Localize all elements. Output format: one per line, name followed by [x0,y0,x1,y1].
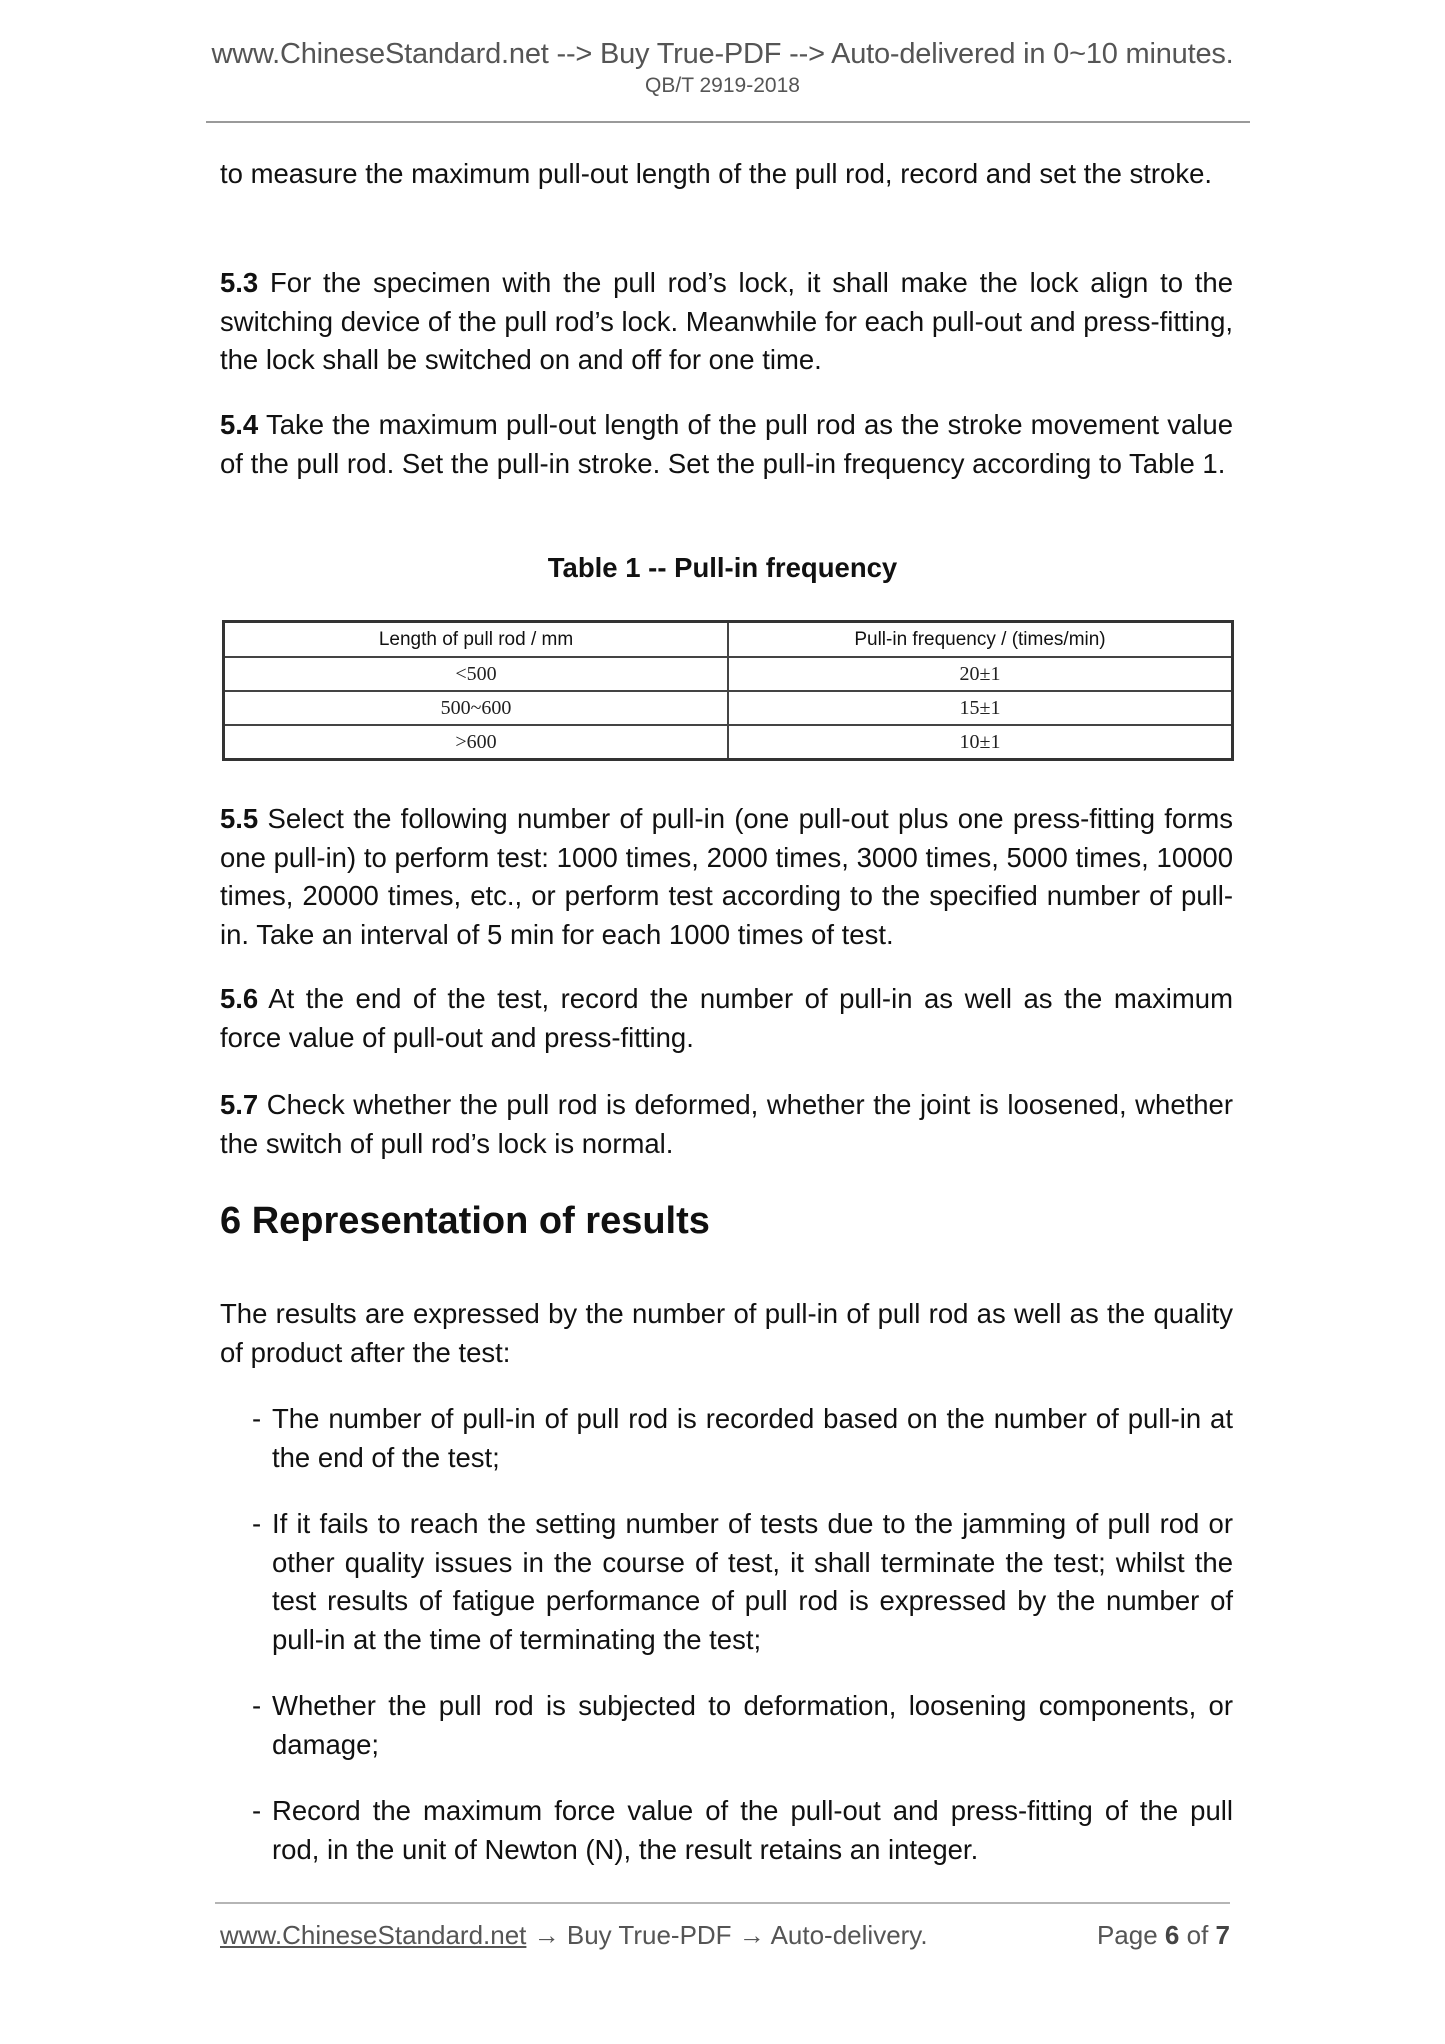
footer-left [220,1920,928,1951]
list-item [252,1687,1233,1764]
intro-paragraph: to measure the maximum pull-out length of the pull rod, record and set the stroke. [220,158,1213,189]
pull-in-frequency-table [222,620,1234,761]
table-cell: 15±1 [728,691,1233,725]
list-item-text: Record the maximum force value of the pull-out and press-fitting of the pull rod, in the unit of Newton (N), the result retains an integer. [272,1795,1233,1865]
table-header-cell: Length of pull rod / mm [224,622,729,658]
clause-text: Select the following number of pull-in (one pull-out plus one press-fitting forms one pull-in) to perform test: 1000 times, 2000 times, 3000 times, 5000 times, 10000 times, 20000 times, etc., or perform test according to the specified number of pull-in. Take an interval of 5 min for each 1000 times of test. [220,803,1234,950]
list-item-text: Whether the pull rod is subjected to deformation, loosening components, or damage; [272,1690,1233,1760]
table-cell: <500 [224,657,729,691]
clause-number: 5.6 [220,983,259,1014]
table-header-cell: Pull-in frequency / (times/min) [728,622,1233,658]
clause-5-3 [220,264,1233,380]
table-cell: >600 [224,725,729,760]
table-row [224,657,1233,691]
clause-5-7 [220,1086,1233,1163]
section-6-heading: 6 Representation of results [220,1200,710,1242]
page-indicator [1097,1920,1230,1951]
list-item [252,1505,1233,1659]
of-label: of [1186,1920,1209,1950]
bullet-dash: - [252,1403,262,1434]
document-id: QB/T 2919-2018 [645,74,800,97]
clause-5-4 [220,406,1233,483]
clause-text: For the specimen with the pull rod’s lock, it shall make the lock align to the switching device of the pull rod’s lock. Meanwhile for each pull-out and press-fitting, the lock shall be switched on and off for one time. [220,267,1234,375]
page-total: 7 [1215,1920,1230,1950]
clause-text: Check whether the pull rod is deformed, whether the joint is loosened, whether the switch of pull rod’s lock is normal. [220,1089,1233,1159]
bullet-dash: - [252,1508,262,1539]
list-item-text: The number of pull-in of pull rod is recorded based on the number of pull-in at the end of the test; [272,1403,1233,1473]
table-caption: Table 1 -- Pull-in frequency [547,552,898,583]
list-item-text: If it fails to reach the setting number of tests due to the jamming of pull rod or other quality issues in the course of test, it shall terminate the test; whilst the test results of fatigue performance of pull rod is expressed by the number of pull-in at the time of terminating the test; [272,1508,1233,1655]
table-cell: 500~600 [224,691,729,725]
clause-number: 5.7 [220,1089,259,1120]
clause-number: 5.3 [220,267,259,298]
header-divider [206,121,1250,123]
table-row [224,725,1233,760]
section-6-intro: The results are expressed by the number of pull-in of pull rod as well as the quality of product after the test: [220,1298,1233,1368]
bullet-dash: - [252,1795,262,1826]
list-item [252,1792,1233,1869]
header-banner: www.ChineseStandard.net --> Buy True-PDF --> Auto-delivered in 0~10 minutes. [211,38,1234,70]
clause-5-5 [220,800,1233,954]
clause-5-6 [220,980,1233,1057]
table-header-row [224,622,1233,658]
clause-text: Take the maximum pull-out length of the pull rod as the stroke movement value of the pull rod. Set the pull-in stroke. Set the pull-in frequency according to Table 1. [220,409,1233,479]
table-cell: 10±1 [728,725,1233,760]
footer-divider [215,1902,1230,1904]
clause-text: At the end of the test, record the number of pull-in as well as the maximum force value of pull-out and press-fitting. [220,983,1233,1053]
list-item [252,1400,1233,1477]
table-cell: 20±1 [728,657,1233,691]
table-row [224,691,1233,725]
footer-site-link[interactable]: www.ChineseStandard.net [220,1920,527,1950]
page-label: Page [1096,1920,1158,1950]
clause-number: 5.5 [220,803,259,834]
clause-number: 5.4 [220,409,259,440]
bullet-dash: - [252,1690,262,1721]
page-current: 6 [1164,1920,1180,1950]
footer-tagline: → Buy True-PDF → Auto-delivery. [526,1920,928,1950]
